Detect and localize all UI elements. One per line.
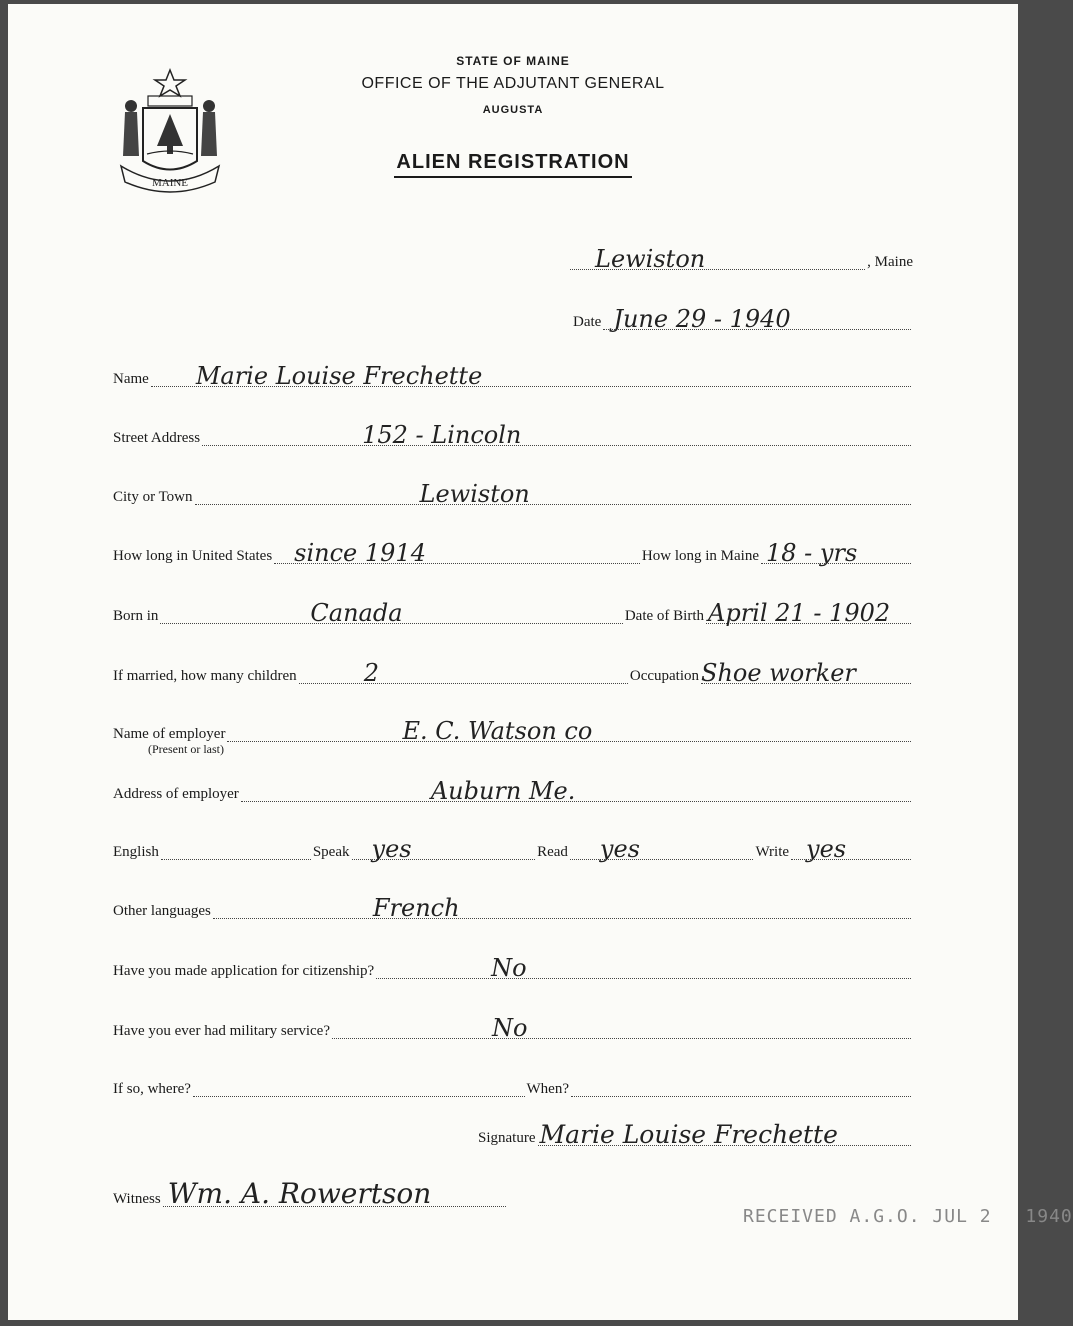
date-row — [573, 292, 913, 332]
office-heading: OFFICE OF THE ADJUTANT GENERAL — [361, 75, 665, 92]
how-long-us-line — [274, 523, 640, 567]
street-row — [113, 408, 913, 448]
dob-line — [706, 583, 911, 627]
children-label: If married, how many children — [113, 668, 297, 684]
received-stamp-year: 1940 — [1025, 1206, 1073, 1227]
military-label: Have you ever had military service? — [113, 1023, 330, 1039]
city-row — [113, 467, 913, 507]
date-label: Date — [573, 314, 602, 330]
signature-row — [478, 1108, 913, 1148]
military-row — [113, 1001, 913, 1041]
speak-value: yes — [371, 835, 412, 863]
employer-sublabel: (Present or last) — [148, 742, 224, 756]
born-in-label: Born in — [113, 608, 159, 624]
seal-label: MAINE — [151, 177, 189, 189]
children-line — [299, 643, 628, 687]
other-languages-label: Other languages — [113, 903, 211, 919]
how-long-maine-value: 18 - yrs — [766, 539, 858, 567]
read-label: Read — [537, 844, 568, 860]
read-line — [570, 819, 754, 863]
place-line — [570, 229, 865, 273]
dob-label: Date of Birth — [624, 608, 704, 624]
received-stamp — [743, 1206, 1073, 1227]
city-heading: AUGUSTA — [482, 104, 544, 116]
residence-row — [113, 526, 913, 566]
write-label: Write — [755, 844, 790, 860]
english-label: English — [113, 844, 159, 860]
where-row — [113, 1059, 913, 1099]
speak-label: Speak — [312, 844, 350, 860]
speak-line — [352, 819, 536, 863]
how-long-maine-line — [761, 523, 911, 567]
dob-value: April 21 - 1902 — [708, 599, 891, 627]
employer-address-row — [113, 764, 913, 804]
witness-label: Witness — [113, 1191, 161, 1207]
military-line — [332, 998, 911, 1042]
employer-value: E. C. Watson co — [402, 717, 593, 745]
name-line — [151, 346, 911, 390]
born-in-value: Canada — [310, 599, 403, 627]
how-long-us-value: since 1914 — [294, 539, 426, 567]
birth-row — [113, 586, 913, 626]
employer-line — [227, 701, 911, 745]
military-value: No — [492, 1014, 528, 1042]
state-heading: STATE OF MAINE — [456, 54, 570, 68]
where-line — [193, 1056, 525, 1097]
employer-address-label: Address of employer — [113, 786, 239, 802]
english-row — [113, 822, 913, 862]
name-value: Marie Louise Frechette — [195, 362, 483, 390]
place-row — [568, 232, 913, 272]
when-label: When? — [526, 1081, 569, 1097]
children-value: 2 — [363, 659, 379, 687]
employer-label: Name of employer — [113, 726, 226, 742]
witness-row — [113, 1169, 508, 1209]
other-languages-line — [213, 878, 911, 922]
witness-value: Wm. A. Rowertson — [167, 1177, 432, 1210]
received-stamp-text: RECEIVED A.G.O. JUL 2 — [743, 1206, 992, 1227]
document-page — [8, 4, 1073, 1320]
other-languages-value: French — [372, 894, 460, 922]
citizenship-row — [113, 941, 913, 981]
name-label: Name — [113, 371, 149, 387]
write-value: yes — [806, 835, 847, 863]
witness-line — [163, 1166, 506, 1210]
city-value: Lewiston — [419, 480, 530, 508]
family-row — [113, 646, 913, 686]
citizenship-value: No — [491, 954, 527, 982]
when-line — [571, 1056, 911, 1097]
occupation-line — [701, 643, 911, 687]
signature-label: Signature — [478, 1130, 536, 1146]
name-row — [113, 349, 913, 389]
date-line — [603, 289, 911, 333]
employer-address-value: Auburn Me. — [430, 777, 576, 805]
date-value: June 29 - 1940 — [613, 305, 791, 333]
place-suffix: , Maine — [867, 254, 913, 270]
other-languages-row — [113, 881, 913, 921]
page-title: ALIEN REGISTRATION — [8, 151, 1018, 174]
street-line — [202, 405, 911, 449]
born-in-line — [160, 583, 622, 627]
place-value: Lewiston — [595, 245, 706, 273]
city-label: City or Town — [113, 489, 193, 505]
write-line — [791, 819, 911, 863]
employer-row — [113, 704, 913, 744]
citizenship-label: Have you made application for citizenship? — [113, 963, 375, 979]
city-line — [195, 464, 911, 508]
english-line — [161, 819, 311, 860]
how-long-us-label: How long in United States — [113, 548, 273, 564]
signature-line — [538, 1105, 912, 1149]
read-value: yes — [599, 835, 640, 863]
occupation-value: Shoe worker — [701, 659, 856, 687]
where-label: If so, where? — [113, 1081, 191, 1097]
how-long-maine-label: How long in Maine — [641, 548, 759, 564]
employer-address-line — [241, 761, 911, 805]
street-label: Street Address — [113, 430, 201, 446]
citizenship-line — [376, 938, 911, 982]
signature-value: Marie Louise Frechette — [539, 1120, 838, 1149]
occupation-label: Occupation — [629, 668, 699, 684]
street-value: 152 - Lincoln — [362, 421, 522, 449]
